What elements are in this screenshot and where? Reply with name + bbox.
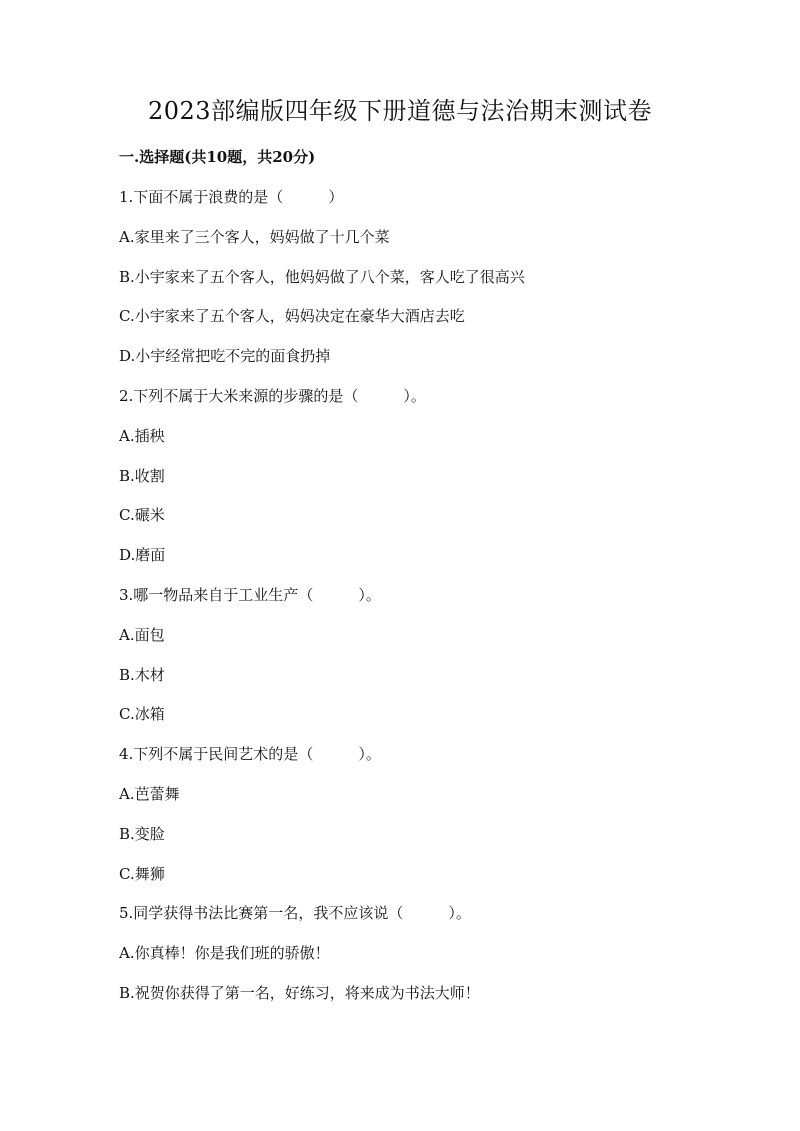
answer-option: B.变脸 — [119, 824, 165, 843]
section-heading: 一.选择题(共10题，共20分) — [119, 148, 316, 166]
question-text: 2.下列不属于大米来源的步骤的是（ ）。 — [119, 386, 426, 405]
answer-option: A.芭蕾舞 — [119, 784, 180, 803]
answer-option: B.收割 — [119, 466, 165, 485]
answer-option: A.面包 — [119, 625, 165, 644]
answer-option: B.小宇家来了五个客人，他妈妈做了八个菜，客人吃了很高兴 — [119, 267, 525, 286]
answer-option: C.舞狮 — [119, 864, 165, 883]
question-text: 1.下面不属于浪费的是（ ） — [119, 188, 344, 206]
question-list — [119, 186, 719, 1022]
answer-option: A.家里来了三个客人，妈妈做了十几个菜 — [119, 227, 390, 246]
answer-option: B.木材 — [119, 665, 165, 684]
answer-option: A.插秧 — [119, 426, 165, 445]
answer-option: C.冰箱 — [119, 705, 165, 724]
answer-option: C.小宇家来了五个客人，妈妈决定在豪华大酒店去吃 — [119, 307, 465, 326]
question-text: 3.哪一物品来自于工业生产（ ）。 — [119, 585, 381, 604]
question-text: 4.下列不属于民间艺术的是（ ）。 — [119, 745, 381, 764]
page-title: 2023部编版四年级下册道德与法治期末测试卷 — [147, 97, 653, 125]
answer-option: D.磨面 — [119, 546, 166, 565]
answer-option: A.你真棒！你是我们班的骄傲！ — [119, 944, 330, 963]
answer-option: B.祝贺你获得了第一名，好练习，将来成为书法大师！ — [119, 983, 480, 1002]
answer-option: D.小宇经常把吃不完的面食扔掉 — [119, 347, 331, 366]
answer-option: C.碾米 — [119, 506, 165, 525]
question-text: 5.同学获得书法比赛第一名，我不应该说（ ）。 — [119, 904, 471, 923]
